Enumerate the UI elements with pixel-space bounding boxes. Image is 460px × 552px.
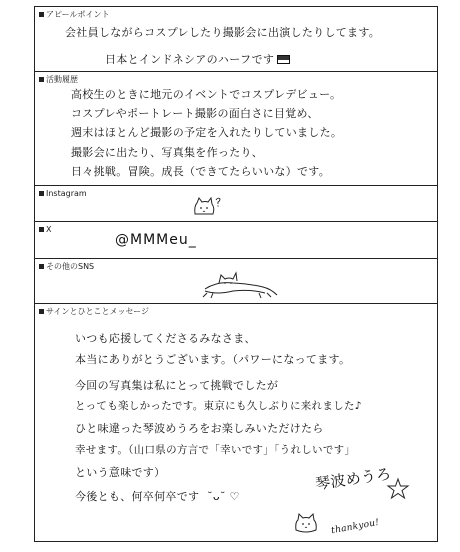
appeal-line-1: 会社員しながらコスプレしたり撮影会に出演したりしてます。 xyxy=(65,26,381,39)
cat-face-icon xyxy=(293,512,319,534)
history-line-1: 高校生のときに地元のイベントでコスプレデビュー。 xyxy=(71,88,342,101)
appeal-label: アピールポイント xyxy=(39,10,110,19)
history-line-5: 日々挑戦。冒険。成長（できてたらいいな）です。 xyxy=(71,165,331,178)
signature: 琴波めうろ xyxy=(314,464,393,494)
appeal-line-2: 日本とインドネシアのハーフです xyxy=(105,51,290,67)
profile-sheet xyxy=(34,6,438,542)
message-line-4: とっても楽しかったです。東京にも久しぶりに来れました♪ xyxy=(75,400,362,412)
message-line-7: という意味です） xyxy=(75,466,166,479)
message-line-8: 今後とも、何卒何卒です ˘ᴗ˘ ♡ xyxy=(75,490,240,503)
history-line-2: コスプレやポートレート撮影の面白さに目覚め、 xyxy=(71,107,319,120)
other-sns-label: その他のSNS xyxy=(39,262,94,271)
x-handle: @MMMeu_ xyxy=(115,232,197,248)
history-label: 活動履歴 xyxy=(39,75,78,84)
x-label: X xyxy=(39,225,51,234)
cat-doodle-icon xyxy=(191,196,221,218)
message-line-3: 今回の写真集は私にとって挑戦でしたが xyxy=(75,379,279,392)
other-sns-section xyxy=(35,259,437,304)
star-icon xyxy=(387,478,409,500)
flag-icon xyxy=(277,55,290,64)
message-line-2: 本当にありがとうございます。（パワーになってます。 xyxy=(75,353,351,366)
appeal-section xyxy=(35,7,437,72)
x-section xyxy=(35,222,437,259)
smile-face-icon: ˘ᴗ˘ xyxy=(207,490,226,503)
message-line-5: ひと味違った琴波めうろをお楽しみいただけたら xyxy=(75,422,324,435)
message-line-6: 幸せます。（山口県の方言で「幸いです」「うれしいです」 xyxy=(75,444,356,456)
message-label: サインとひとことメッセージ xyxy=(39,307,149,316)
history-line-3: 週末はほとんど撮影の予定を入れたりしていました。 xyxy=(71,126,343,139)
history-section xyxy=(35,72,437,186)
instagram-section xyxy=(35,186,437,222)
message-section xyxy=(35,304,437,543)
stretching-cat-icon xyxy=(203,269,283,299)
heart-icon: ♡ xyxy=(229,490,240,503)
history-line-4: 撮影会に出たり、写真集を作ったり、 xyxy=(71,146,264,159)
thank-you-text: thankyou! xyxy=(330,517,381,537)
instagram-label: Instagram xyxy=(39,189,87,198)
message-line-1: いつも応援してくださるみなさま、 xyxy=(75,332,256,345)
